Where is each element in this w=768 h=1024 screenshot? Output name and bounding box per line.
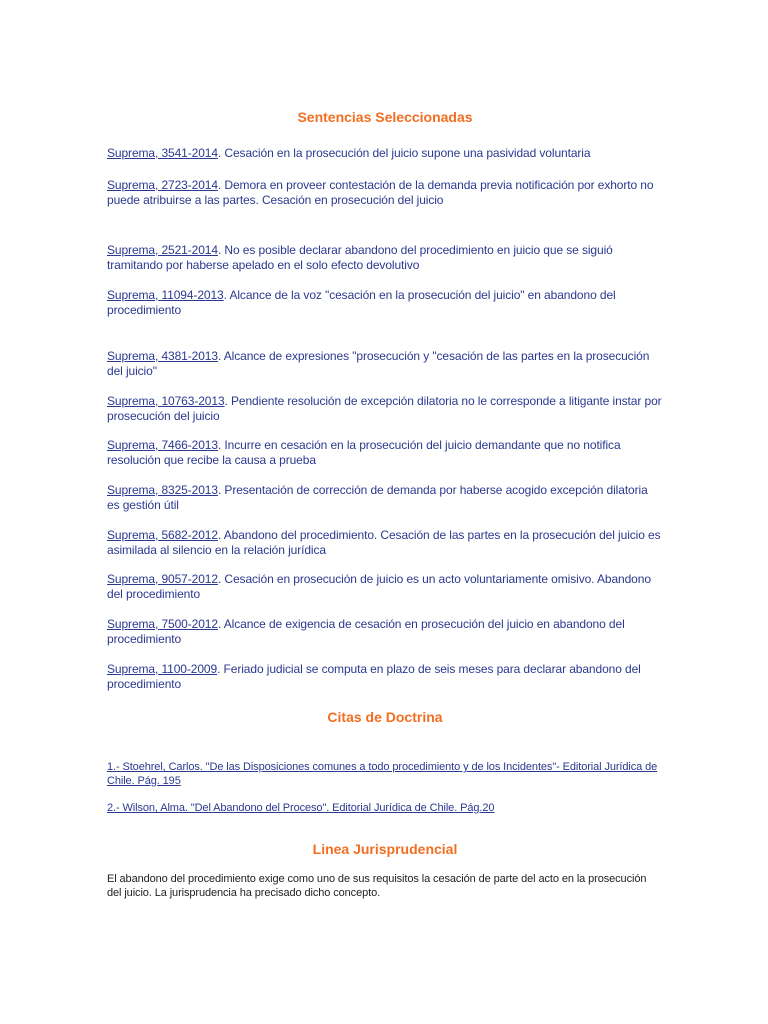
sentencia-item	[107, 146, 663, 161]
sentencia-link[interactable]: Suprema, 5682-2012	[107, 528, 218, 542]
sentencia-text: . Incurre en cesación en la prosecución del juicio demandante que no notifica resolución que recibe la causa a prueba	[107, 438, 621, 467]
sentencia-link[interactable]: Suprema, 11094-2013	[107, 288, 224, 302]
sentencia-link[interactable]: Suprema, 9057-2012	[107, 572, 218, 586]
sentencia-link[interactable]: Suprema, 2723-2014	[107, 178, 218, 192]
sentencia-link[interactable]: Suprema, 7500-2012	[107, 617, 218, 631]
sentencia-text: . Presentación de corrección de demanda por haberse acogido excepción dilatoria es gestión útil	[107, 483, 648, 512]
sentencia-item	[107, 288, 663, 318]
sentencia-link[interactable]: Suprema, 7466-2013	[107, 438, 218, 452]
doctrina-link[interactable]: 2.- Wilson, Alma. "Del Abandono del Proceso". Editorial Jurídica de Chile. Pág.20	[107, 802, 495, 814]
sentencia-link[interactable]: Suprema, 2521-2014	[107, 243, 218, 257]
sentencia-text: . No es posible declarar abandono del procedimiento en juicio que se siguió tramitando por haberse apelado en el solo efecto devolutivo	[107, 243, 613, 272]
sentencia-item	[107, 617, 663, 647]
sentencia-item	[107, 483, 663, 513]
sentencia-text: . Alcance de expresiones "prosecución y "cesación de las partes en la prosecución del juicio"	[107, 349, 650, 378]
sentencia-text: . Cesación en prosecución de juicio es un acto voluntariamente omisivo. Abandono del procedimiento	[107, 572, 651, 601]
sentencia-text: . Alcance de exigencia de cesación en prosecución del juicio en abandono del procedimiento	[107, 617, 625, 646]
sentencia-text: . Feriado judicial se computa en plazo de seis meses para declarar abandono del procedimiento	[107, 662, 641, 691]
sentencia-item	[107, 178, 663, 208]
sentencias-heading: Sentencias Seleccionadas	[297, 109, 473, 125]
sentencia-link[interactable]: Suprema, 1100-2009	[107, 662, 218, 676]
sentencia-item	[107, 528, 663, 558]
sentencia-text: . Pendiente resolución de excepción dilatoria no le corresponde a litigante instar por prosecución del juicio	[107, 394, 662, 423]
sentencia-link[interactable]: Suprema, 4381-2013	[107, 349, 218, 363]
sentencia-item	[107, 438, 663, 468]
sentencia-link[interactable]: Suprema, 3541-2014	[107, 146, 218, 160]
sentencia-text: . Demora en proveer contestación de la demanda previa notificación por exhorto no puede atribuirse a las partes. Cesación en prosecución del juicio	[107, 178, 654, 207]
linea-paragraph: El abandono del procedimiento exige como uno de sus requisitos la cesación de parte del acto en la prosecución del juicio. La jurisprudencia ha precisado dicho concepto.	[107, 873, 647, 899]
sentencia-text: . Abandono del procedimiento. Cesación de las partes en la prosecución del juicio es asimilada al silencio en la relación jurídica	[107, 528, 661, 557]
sentencia-link[interactable]: Suprema, 8325-2013	[107, 483, 218, 497]
sentencia-item	[107, 662, 663, 692]
sentencia-item	[107, 572, 663, 602]
doctrina-link[interactable]: 1.- Stoehrel, Carlos. "De las Disposiciones comunes a todo procedimiento y de los Incidentes"- Editorial Jurídica de Chile. Pág. 195	[107, 761, 658, 787]
sentencia-item	[107, 394, 663, 424]
sentencia-text: . Alcance de la voz "cesación en la prosecución del juicio" en abandono del procedimiento	[107, 288, 616, 317]
doctrina-item	[107, 760, 663, 788]
doctrina-heading: Citas de Doctrina	[327, 709, 443, 725]
doctrina-item	[107, 801, 663, 815]
linea-heading: Linea Jurisprudencial	[312, 841, 458, 857]
sentencia-text: . Cesación en la prosecución del juicio supone una pasividad voluntaria	[217, 146, 591, 160]
sentencia-item	[107, 349, 663, 379]
sentencia-link[interactable]: Suprema, 10763-2013	[107, 394, 225, 408]
sentencia-item	[107, 243, 663, 273]
